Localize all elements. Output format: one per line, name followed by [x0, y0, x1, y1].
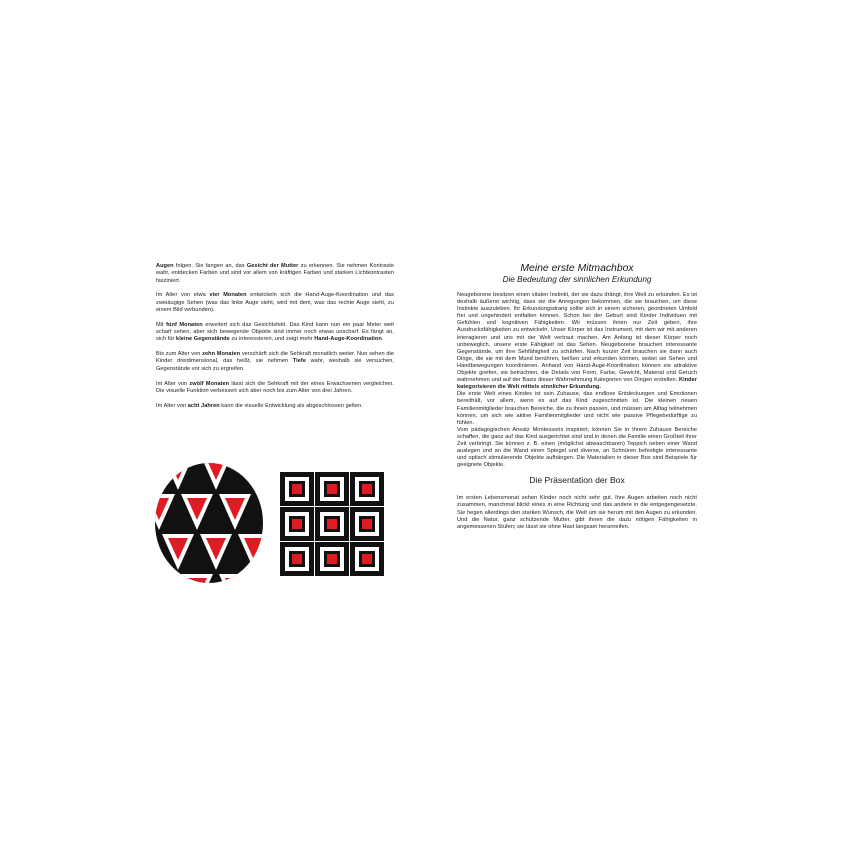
- paragraph-augen: [156, 263, 394, 285]
- white-triangle: [219, 574, 251, 584]
- text-run: .: [381, 336, 384, 343]
- page-title: Meine erste Mitmachbox: [520, 263, 634, 274]
- white-triangle: [154, 574, 175, 584]
- bold-term: Augen: [156, 263, 174, 269]
- text-run: Im Alter von etwa: [156, 292, 210, 299]
- left-body-text: [156, 263, 394, 417]
- square-layer: [362, 554, 372, 564]
- square-layer: [327, 519, 337, 529]
- bold-term: vier Monaten: [209, 292, 247, 299]
- bold-term: acht Jahren: [187, 402, 220, 409]
- square-layer: [292, 554, 302, 564]
- right-body-text-2: [457, 495, 697, 530]
- paragraph-montessori: Vom pädagogischen Ansatz Montessoris inspiriert, können Sie in Ihrem Zuhause Bereiche schaffen, die ganz auf das Kind ausgerichtet sind und in denen die Familie einen Großteil ihrer Zeit verbringt. Sie können z. B. einen (möglichst abwaschbaren) Teppich neben einer Wand auslegen und an die Wand einen Spiegel und diverse, an Schnüren befestigte interessante und optisch stimulierende Objekte aufhängen. Die Materialien in dieser Box sind Beispiele für geeignete Objekte.: [457, 426, 697, 469]
- red-triangle: [263, 498, 264, 520]
- text-run: Bis zum Alter von: [156, 351, 203, 358]
- bold-term: Hand-Auge-Koordination: [314, 336, 382, 343]
- text-run: zu erkennen. Sie nehmen Kontraste wahr, entdecken Farben und sind vor allem von kräftigen Farben und starken Lichtkontrasten fasziniert.: [156, 263, 394, 284]
- text-run: Im Alter von: [156, 402, 188, 409]
- bold-term: kleine Gegenstände: [176, 336, 230, 343]
- red-triangle: [187, 578, 207, 584]
- red-triangle: [263, 578, 264, 584]
- text-run: Im Alter von: [156, 380, 190, 387]
- bold-term: fünf Monaten: [166, 321, 203, 328]
- concentric-squares-pattern-illustration: [280, 472, 384, 576]
- square-layer: [362, 519, 372, 529]
- bold-sentence: Kinder kategorisieren die Welt mittels sinnlicher Erkundung.: [457, 377, 697, 391]
- text-run: lässt sich die Sehkraft mit der eines Erwachsenen vergleichen. Die visuelle Funktion verbessert sich aber noch bis zum Alter von drei Jahren.: [156, 380, 394, 394]
- square-layer: [327, 554, 337, 564]
- paragraph-eight-years: [156, 403, 394, 410]
- paragraph-first-month: Im ersten Lebensmonat sehen Kinder noch nicht sehr gut. Ihre Augen arbeiten noch nicht zusammen, manchmal blickt eines in eine Richtung und das andere in die entgegengesetzte. Sie hegen allerdings den starken Wunsch, die Welt um sie herum mit den Augen zu erkunden. Und die Natur, ganz schützende Mutter, gibt ihnen die dazu nötigen Fähigkeiten in angemessenen Stufen; sie lässt sie ohne Hast langsam heranreifen.: [457, 495, 697, 530]
- text-run: erweitert sich das Gesichtsfeld. Das Kind kann nun ein paar Meter weit scharf sehen, aber sich bewegende Objekte sind immer noch etwas unscharf. Es fängt an, sich für: [156, 321, 394, 343]
- square-layer: [362, 484, 372, 494]
- text-run: folgen. Sie fangen an, das: [173, 263, 247, 269]
- paragraph-four-months: [156, 292, 394, 314]
- text-run: entwickeln sich die Hand-Auge-Koordination und das zweiäugige Sehen (was das linke Auge sieht, wird mit dem, was das rechte Auge sieht, zu einem Bild verbunden).: [156, 292, 395, 313]
- text-run: wahr, weshalb sie versuchen, Gegenstände vor sich zu ergreifen.: [156, 358, 394, 372]
- bold-term: Gesicht der Mutter: [246, 263, 299, 269]
- right-body-text: [457, 292, 697, 469]
- right-content: [457, 263, 697, 531]
- square-group: [280, 472, 384, 576]
- triangle-group: [154, 462, 264, 584]
- paragraph-ten-months: [156, 351, 394, 373]
- pattern-background: [154, 462, 264, 584]
- section-heading: Die Präsentation der Box: [529, 475, 625, 486]
- text-run: Mit: [156, 321, 167, 328]
- text-run: verschärft sich die Sehkraft monatlich weiter. Nun sehen die Kinder dreidimensional, das heißt, sie nehmen: [156, 351, 394, 365]
- paragraph-five-months: [156, 322, 394, 344]
- red-triangle: [154, 578, 169, 584]
- square-layer: [292, 484, 302, 494]
- red-triangle: [244, 462, 264, 480]
- paragraph-intro: [457, 292, 697, 391]
- bold-term: zehn Monaten: [202, 351, 241, 358]
- square-layer: [292, 519, 302, 529]
- paragraph-home: Die erste Welt eines Kindes ist sein Zuhause, das endlose Entdeckungen und Emotionen bereithält, vor allem, wenn es auf das Kind zugeschnitten ist. Die kleinen neuen Familienmitglieder brauchen Bereiche, die zu ihnen passen, und müssen am Alltag teilnehmen können, um sich wie aktive Familienmitglieder und nicht wie passive Pflegebedürftige zu fühlen.: [457, 391, 697, 426]
- bold-term: Tiefe: [292, 358, 306, 365]
- triangle-oval-pattern-illustration: [154, 462, 264, 584]
- text-run: Neugeborene besitzen einen vitalen Instinkt, der sie dazu drängt, ihre Welt zu erkunden. Es ist deshalb äußerst wichtig, dass sie die Anregungen bekommen, die sie brauchen, um diese Instinkte auszuleben. Ihr Erkundungsdrang sollte sich in einem sicheren, geordneten Umfeld frei und ungehindert entfalten können. Schon bei der Geburt sind Kinder Individuen mit Gefühlen und kognitiven Fähigkeiten. Wir müssen ihnen nur Zeit geben, ihre Ausdrucksfähigkeiten zu entwickeln. Unser Körper ist das Instrument, mit dem wir mit anderen interagieren und uns mit der Welt vertraut machen. Am Anfang ist dieser Körper noch unbeweglich, unsere erste Fähigkeit ist das Sehen. Neugeborene brauchen interessante Gegenstände, um ihre Sehfähigkeit zu schärfen. Nach kurzer Zeit brauchen sie dann auch Dinge, die sie mit dem Mund berühren, beißen und erkunden können, wobei sie Sehen und Handbewegungen koordinieren. Anhand von Hand-Auge-Koordination können sie attraktive Objekte greifen, sie betrachten, die Details von Form, Farbe, Gewicht, Material und Geruch wahrnehmen und auf der Basis dieser Wahrnehmung Kategorien von Dingen erstellen.: [457, 292, 697, 384]
- text-run: zu interessieren, und zeigt mehr: [229, 336, 315, 343]
- square-layer: [327, 484, 337, 494]
- red-triangle: [225, 578, 245, 584]
- bold-term: zwölf Monaten: [189, 380, 230, 387]
- page-subtitle: Die Bedeutung der sinnlichen Erkundung: [502, 275, 652, 284]
- right-page: [425, 0, 850, 850]
- paragraph-twelve-months: [156, 381, 394, 396]
- white-triangle: [257, 574, 264, 584]
- text-run: kann die visuelle Entwicklung als abgeschlossen gelten.: [219, 402, 363, 409]
